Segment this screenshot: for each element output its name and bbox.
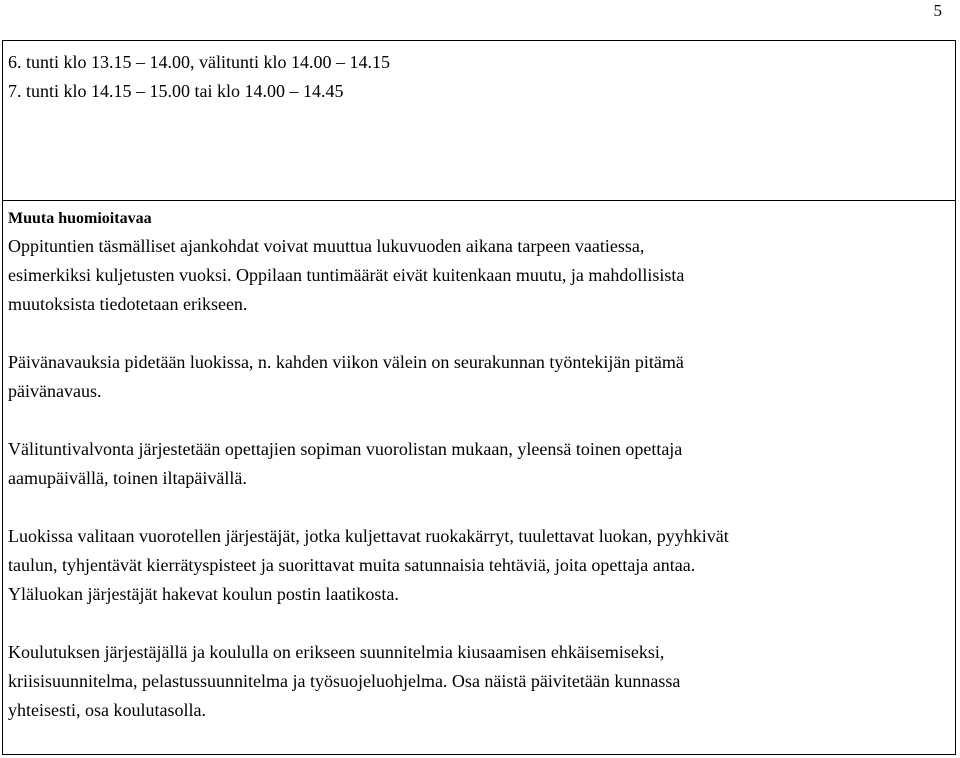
paragraph-plans (8, 638, 948, 725)
paragraph-line: muutoksista tiedotetaan erikseen. (8, 294, 248, 314)
paragraph-morning-assembly (8, 348, 948, 406)
schedule-line-7: 7. tunti klo 14.15 – 15.00 tai klo 14.00 – 14.45 (8, 81, 344, 101)
notes-content (8, 206, 948, 725)
paragraph-line: Luokissa valitaan vuorotellen järjestäjät, jotka kuljettavat ruokakärryt, tuulettavat luokan, pyyhkivät (8, 526, 729, 546)
paragraph-line: Päivänavauksia pidetään luokissa, n. kahden viikon välein on seurakunnan työntekijän pitämä (8, 352, 684, 372)
paragraph-line: Yläluokan järjestäjät hakevat koulun postin laatikosta. (8, 584, 399, 604)
paragraph-timing (8, 232, 948, 319)
paragraph-recess-supervision (8, 435, 948, 493)
schedule-list (8, 48, 390, 106)
schedule-line-6: 6. tunti klo 13.15 – 14.00, välitunti klo 14.00 – 14.15 (8, 52, 390, 72)
section-heading: Muuta huomioitavaa (8, 210, 152, 227)
paragraph-line: aamupäivällä, toinen iltapäivällä. (8, 468, 247, 488)
paragraph-line: yhteisesti, osa koulutasolla. (8, 700, 206, 720)
paragraph-class-duties (8, 522, 948, 609)
page-number: 5 (933, 1, 942, 20)
paragraph-line: Oppituntien täsmälliset ajankohdat voivat muuttua lukuvuoden aikana tarpeen vaatiessa, (8, 236, 645, 256)
paragraph-line: kriisisuunnitelma, pelastussuunnitelma ja työsuojeluohjelma. Osa näistä päivitetään kunnassa (8, 671, 681, 691)
paragraph-line: päivänavaus. (8, 381, 102, 401)
paragraph-line: Koulutuksen järjestäjällä ja koululla on erikseen suunnitelmia kiusaamisen ehkäisemiseksi, (8, 642, 665, 662)
paragraph-line: taulun, tyhjentävät kierrätyspisteet ja suorittavat muita satunnaisia tehtäviä, joita opettaja antaa. (8, 555, 696, 575)
paragraph-line: esimerkiksi kuljetusten vuoksi. Oppilaan tuntimäärät eivät kuitenkaan muutu, ja mahdollisista (8, 265, 685, 285)
paragraph-line: Välituntivalvonta järjestetään opettajien sopiman vuorolistan mukaan, yleensä toinen opettaja (8, 439, 683, 459)
